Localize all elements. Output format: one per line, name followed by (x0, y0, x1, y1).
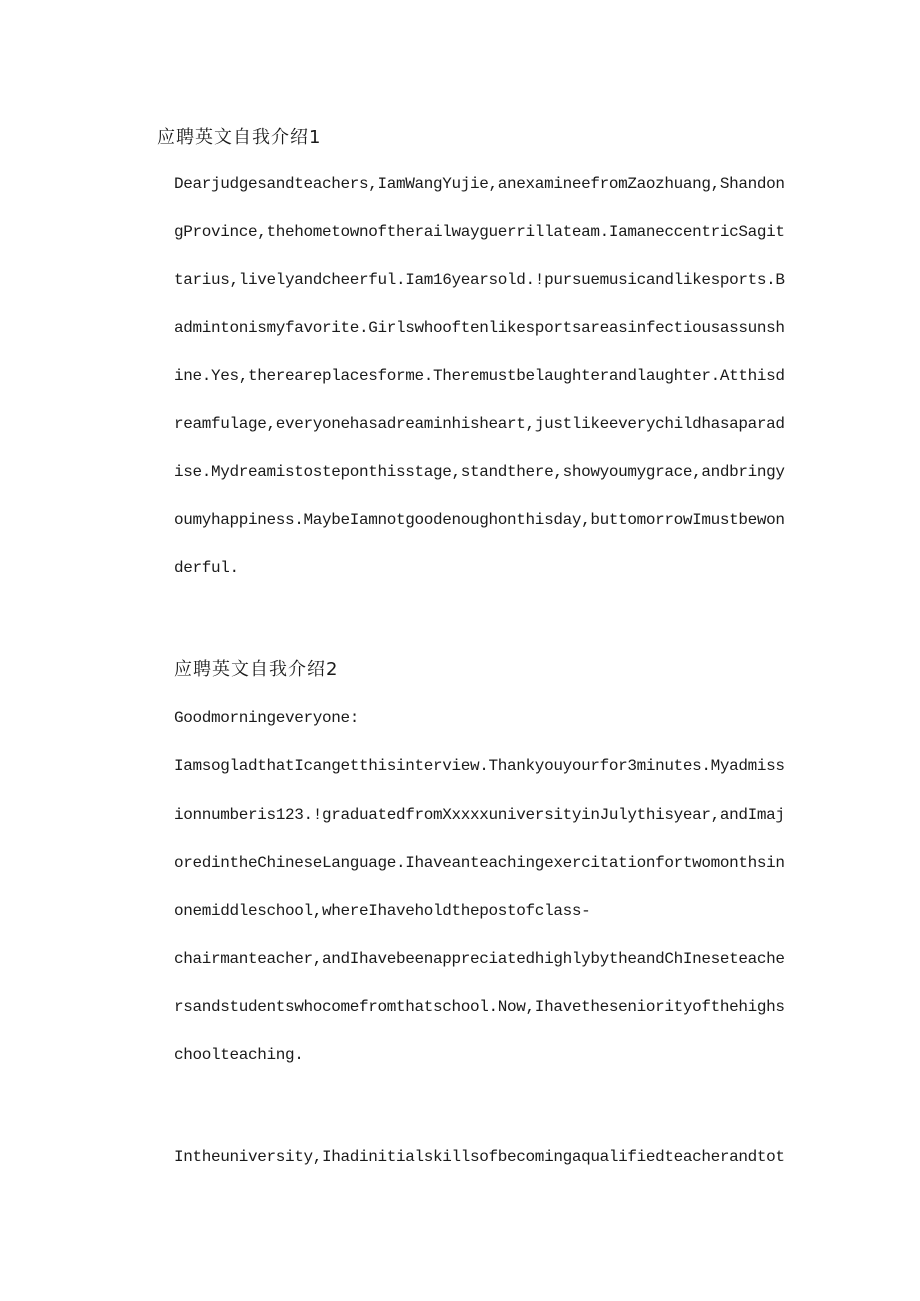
section-1-line-5: ine.Yes,thereareplacesforme.Theremustbelaughterandlaughter.Atthisd (174, 367, 785, 385)
section-2-line-7: rsandstudentswhocomefromthatschool.Now,Ihavetheseniorityofthehighs (174, 998, 785, 1016)
section-1-line-6: reamfulage,everyonehasadreaminhisheart,justlikeeverychildhasaparad (174, 415, 785, 433)
section-2-line-2: IamsogladthatIcangetthisinterview.Thankyouyourfor3minutes.Myadmiss (174, 757, 785, 775)
section-1-line-7: ise.Mydreamistosteponthisstage,standthere,showyoumygrace,andbringy (174, 463, 785, 481)
section-1-line-3: tarius,livelyandcheerful.Iam16yearsold.!pursuemusicandlikesports.B (174, 271, 785, 289)
section-2-line-4: oredintheChineseLanguage.Ihaveanteachingexercitationfortwomonthsin (174, 854, 785, 872)
section-2-line-1: Goodmorningeveryone: (174, 709, 360, 727)
section-1-line-4: admintonismyfavorite.Girlswhooftenlikesportsareasinfectiousassunsh (174, 319, 785, 337)
section-1-line-8: oumyhappiness.MaybeIamnotgoodenoughonthisday,buttomorrowImustbewon (174, 511, 785, 529)
section-2-heading: 应聘英文自我介绍2 (174, 659, 339, 680)
section-1-line-2: gProvince,thehometownoftherailwayguerrillateam.IamaneccentricSagit (174, 223, 785, 241)
section-2-line-3: ionnumberis123.!graduatedfromXxxxxuniversityinJulythisyear,andImaj (174, 806, 785, 824)
section-1-line-1: Dearjudgesandteachers,IamWangYujie,anexamineefromZaozhuang,Shandon (174, 175, 785, 193)
section-2-continuation-line-1: Intheuniversity,Ihadinitialskillsofbecomingaqualifiedteacherandtot (174, 1148, 785, 1166)
section-2-line-5: onemiddleschool,whereIhaveholdthepostofclass- (174, 902, 591, 920)
section-2-line-8: choolteaching. (174, 1046, 304, 1064)
section-2-line-6: chairmanteacher,andIhavebeenappreciatedhighlybytheandChIneseteache (174, 950, 785, 968)
section-1-heading: 应聘英文自我介绍1 (157, 127, 322, 148)
section-1-line-9: derful. (174, 559, 239, 577)
